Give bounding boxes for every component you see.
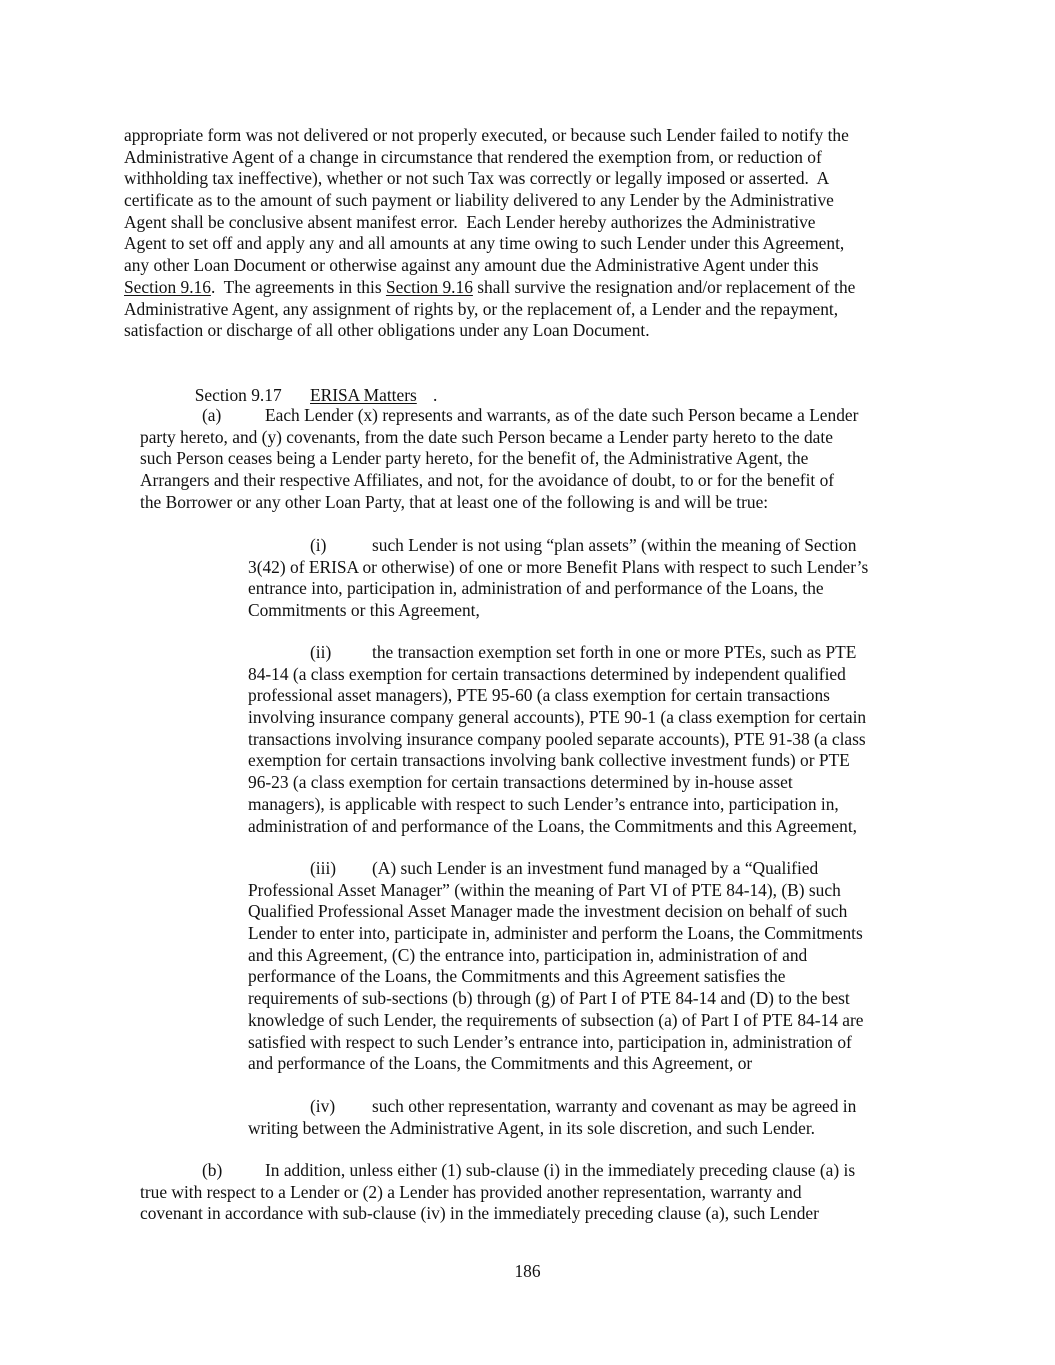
line-text: Professional Asset Manager” (within the meaning of Part VI of PTE 84-14), (B) such (248, 879, 841, 900)
line-text: requirements of sub-sections (b) through (g) of Part I of PTE 84-14 and (D) to the best (248, 988, 850, 1009)
line-text: writing between the Administrative Agent, in its sole discretion, and such Lender. (248, 1117, 816, 1138)
line-text: entrance into, participation in, administration of and performance of the Loans, the (248, 578, 824, 599)
line-text: 96-23 (a class exemption for certain transactions determined by in-house asset (248, 772, 793, 793)
line-text: 3(42) of ERISA or otherwise) of one or more Benefit Plans with respect to such Lender’s (248, 556, 869, 577)
line-text: Agent shall be conclusive absent manifest error. Each Lender hereby authorizes the Administrative (124, 211, 816, 232)
line-text: covenant in accordance with sub-clause (iv) in the immediately preceding clause (a), such Lender (140, 1203, 819, 1224)
line-text: Administrative Agent, any assignment of rights by, or the replacement of, a Lender and the repayment, (124, 298, 839, 319)
line-text: the Borrower or any other Loan Party, that at least one of the following is and will be true: (140, 491, 769, 512)
section-heading (186, 363, 438, 406)
line-text: such Lender is not using “plan assets” (within the meaning of Section (372, 535, 857, 555)
line-text: and this Agreement, (C) the entrance into, participation in, administration of and (248, 944, 808, 965)
line-text: satisfied with respect to such Lender’s entrance into, participation in, administration of (248, 1031, 852, 1052)
line-text: Each Lender (x) represents and warrants, as of the date such Person became a Lender (265, 405, 859, 425)
line-text: and performance of the Loans, the Commitments and this Agreement, or (248, 1053, 753, 1074)
line-text: withholding tax ineffective), whether or not such Tax was correctly or legally imposed or asserted. A (124, 168, 830, 189)
line-text: any other Loan Document or otherwise against any amount due the Administrative Agent under this (124, 255, 819, 276)
clause-label: (iv) (310, 1096, 336, 1116)
clause-label: (iii) (310, 858, 337, 878)
section-reference-link: Section 9.16 (385, 276, 473, 297)
page-number: 186 (514, 1261, 541, 1281)
line-text: Qualified Professional Asset Manager made the investment decision on behalf of such (248, 901, 848, 922)
line-text: appropriate form was not delivered or not properly executed, or because such Lender failed to notify the (124, 125, 849, 145)
line-text: involving insurance company general accounts), PTE 90-1 (a class exemption for certain (248, 707, 867, 728)
line-text: Lender to enter into, participate in, administer and perform the Loans, the Commitments (248, 923, 863, 944)
section-title: ERISA Matters (310, 384, 417, 405)
clause-label: (ii) (310, 642, 332, 662)
line-segment: . The agreements in this (210, 276, 386, 297)
line-text: administration of and performance of the Loans, the Commitments and this Agreement, (248, 815, 858, 836)
section-title-suffix: . (433, 384, 438, 405)
line-text: party hereto, and (y) covenants, from the date such Person became a Lender party hereto to the date (140, 426, 833, 447)
line-text: 84-14 (a class exemption for certain transactions determined by independent qualified (248, 663, 846, 684)
line-text: exemption for certain transactions involving bank collective investment funds) or PTE (248, 750, 850, 771)
line-text: certificate as to the amount of such payment or liability delivered to any Lender by the Administrative (124, 190, 834, 211)
line-text: the transaction exemption set forth in one or more PTEs, such as PTE (372, 642, 857, 662)
line-segment: shall survive the resignation and/or replacement of the (472, 276, 856, 297)
line-text: true with respect to a Lender or (2) a Lender has provided another representation, warranty and (140, 1181, 802, 1202)
line-text: professional asset managers), PTE 95-60 (a class exemption for certain transactions (248, 685, 830, 706)
line-text: In addition, unless either (1) sub-clause (i) in the immediately preceding clause (a) is (265, 1160, 856, 1180)
line-text: performance of the Loans, the Commitments and this Agreement satisfies the (248, 966, 786, 987)
clause-label: (i) (310, 535, 327, 555)
line-text: Arrangers and their respective Affiliates, and not, for the avoidance of doubt, to or for the benefit of (140, 470, 835, 491)
clause-label: (a) (202, 405, 222, 425)
line-text: satisfaction or discharge of all other obligations under any Loan Document. (124, 320, 650, 341)
line-text: Agent to set off and apply any and all amounts at any time owing to such Lender under this Agreement, (124, 233, 845, 254)
line-text: managers), is applicable with respect to such Lender’s entrance into, participation in, (248, 793, 839, 814)
line-text: such Person ceases being a Lender party hereto, for the benefit of, the Administrative Agent, the (140, 448, 809, 469)
line-text: (A) such Lender is an investment fund managed by a “Qualified (372, 858, 819, 878)
section-reference-link: Section 9.16 (124, 276, 211, 297)
clause-label: (b) (202, 1160, 223, 1180)
line-text: such other representation, warranty and covenant as may be agreed in (372, 1096, 857, 1116)
line-text: Administrative Agent of a change in circumstance that rendered the exemption from, or reduction of (124, 146, 822, 167)
section-number: Section 9.17 (194, 384, 282, 405)
line-text: Commitments or this Agreement, (248, 600, 480, 621)
line-text: transactions involving insurance company pooled separate accounts), PTE 91-38 (a class (248, 728, 866, 749)
line-text: knowledge of such Lender, the requirements of subsection (a) of Part I of PTE 84-14 are (248, 1009, 864, 1030)
line-text (124, 277, 855, 299)
